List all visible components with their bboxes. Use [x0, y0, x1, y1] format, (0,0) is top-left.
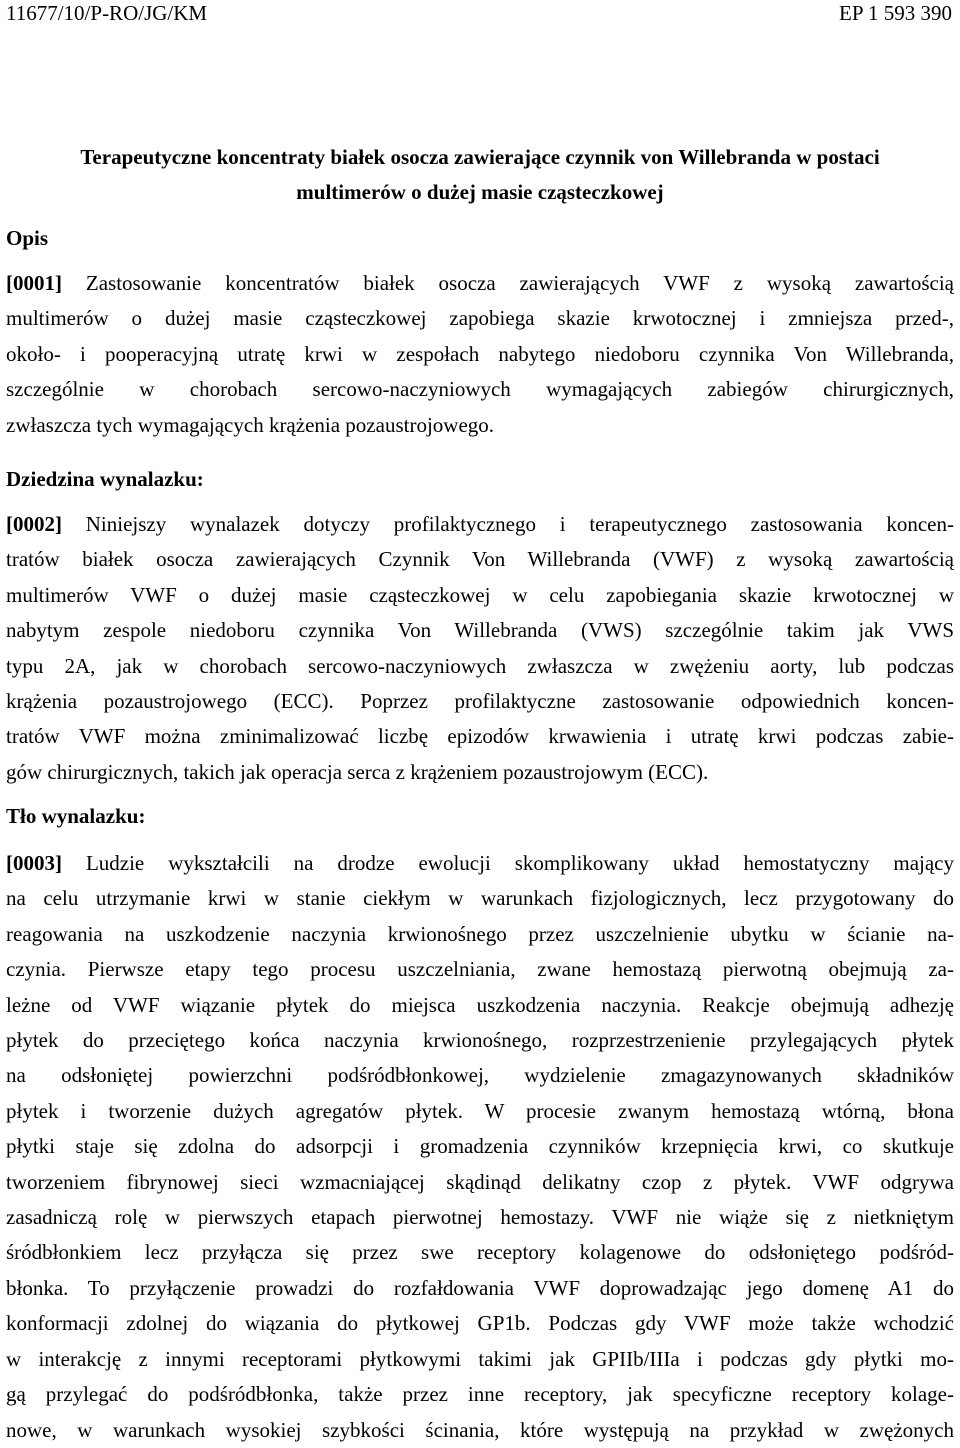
paragraph-line: błonka. To przyłączenie prowadzi do rozfałdowania VWF doprowadzając jego domenę A1 do [6, 1275, 954, 1300]
paragraph-line: szczególnie w chorobach sercowo-naczyniowych wymagających zabiegów chirurgicznych, [6, 377, 954, 402]
paragraph-line: nowe, w warunkach wysokiej szybkości ścinania, które występują na przykład w zwężonych [6, 1417, 954, 1442]
title-line-1: Terapeutyczne koncentraty białek osocza zawierające czynnik von Willebranda w postaci [80, 145, 880, 169]
document-reference: 11677/10/P-RO/JG/KM [6, 1, 208, 25]
paragraph-line: leżne od VWF wiązanie płytek do miejsca uszkodzenia naczynia. Reakcje obejmują adhezję [6, 992, 954, 1017]
paragraph-line: tworzeniem fibrynowej sieci wzmacniającej skądinąd delikatny czop z płytek. VWF odgrywa [6, 1169, 954, 1194]
paragraph-line: multimerów VWF o dużej masie cząsteczkowej w celu zapobiegania skazie krwotocznej w [6, 582, 954, 607]
paragraph-line: na celu utrzymanie krwi w stanie ciekłym w warunkach fizjologicznych, lecz przygotowany do [6, 886, 954, 911]
paragraph-0002 [6, 507, 954, 790]
paragraph-line: w interakcję z innymi receptorami płytkowymi takimi jak GPIIb/IIIa i podczas gdy płytki mo- [6, 1346, 954, 1371]
paragraph-number: [0002] [6, 512, 62, 536]
paragraph-line: zasadniczą rolę w pierwszych etapach pierwotnej hemostazy. VWF nie wiąże się z nietkniętym [6, 1205, 954, 1230]
paragraph-line: gą przylegać do podśródbłonka, także przez inne receptory, jak specyficzne receptory kolage- [6, 1382, 954, 1407]
section-heading-opis: Opis [6, 226, 49, 250]
patent-number: EP 1 593 390 [839, 1, 952, 25]
section-heading-field: Dziedzina wynalazku: [6, 467, 204, 491]
paragraph-0003 [6, 846, 954, 1448]
paragraph-line: [0001] Zastosowanie koncentratów białek osocza zawierających VWF z wysoką zawartością [6, 271, 954, 295]
paragraph-0001 [6, 266, 954, 443]
paragraph-line: na odsłoniętej powierzchni podśródbłonkowej, wydzielenie zmagazynowanych składników [6, 1063, 954, 1088]
paragraph-line: śródbłonkiem lecz przyłącza się przez swe receptory kolagenowe do odsłoniętego podśród- [6, 1240, 954, 1265]
paragraph-line: tratów VWF można zminimalizować liczbę epizodów krwawienia i utratę krwi podczas zabie- [6, 724, 954, 749]
title-line-2: multimerów o dużej masie cząsteczkowej [296, 180, 664, 204]
paragraph-line: [0003] Ludzie wykształcili na drodze ewolucji skomplikowany układ hemostatyczny mający [6, 851, 954, 875]
paragraph-line: płytki staje się zdolna do adsorpcji i gromadzenia czynników krzepnięcia krwi, co skutkuje [6, 1134, 954, 1159]
paragraph-line: krążenia pozaustrojowego (ECC). Poprzez profilaktyczne zastosowanie odpowiednich koncen- [6, 689, 954, 714]
paragraph-line: około- i pooperacyjną utratę krwi w zespołach nabytego niedoboru czynnika Von Willebranda, [6, 341, 954, 366]
paragraph-number: [0001] [6, 271, 62, 295]
paragraph-line: płytek i tworzenie dużych agregatów płytek. W procesie zwanym hemostazą wtórną, błona [6, 1098, 954, 1123]
paragraph-line: płytek do przeciętego końca naczynia krwionośnego, rozprzestrzenienie przylegających płytek [6, 1028, 954, 1053]
section-heading-background: Tło wynalazku: [6, 804, 146, 828]
paragraph-line: reagowania na uszkodzenie naczynia krwionośnego przez uszczelnienie ubytku w ścianie na- [6, 921, 954, 946]
paragraph-line: [0002] Niniejszy wynalazek dotyczy profilaktycznego i terapeutycznego zastosowania koncen- [6, 512, 954, 536]
paragraph-number: [0003] [6, 851, 62, 875]
document-title [6, 140, 954, 210]
paragraph-line: multimerów o dużej masie cząsteczkowej zapobiega skazie krwotocznej i zmniejsza przed-, [6, 306, 954, 331]
paragraph-line: zwłaszcza tych wymagających krążenia pozaustrojowego. [6, 412, 495, 437]
paragraph-line: typu 2A, jak w chorobach sercowo-naczyniowych zwłaszcza w zwężeniu aorty, lub podczas [6, 653, 954, 678]
paragraph-line: czynia. Pierwsze etapy tego procesu uszczelniania, zwane hemostazą pierwotną obejmują za- [6, 957, 954, 982]
paragraph-line: tratów białek osocza zawierających Czynnik Von Willebranda (VWF) z wysoką zawartością [6, 547, 954, 572]
paragraph-line: nabytym zespole niedoboru czynnika Von Willebranda (VWS) szczególnie takim jak VWS [6, 618, 954, 643]
paragraph-line: gów chirurgicznych, takich jak operacja serca z krążeniem pozaustrojowym (ECC). [6, 759, 709, 784]
paragraph-line: konformacji zdolnej do wiązania do płytkowej GP1b. Podczas gdy VWF może także wchodzić [6, 1311, 954, 1336]
